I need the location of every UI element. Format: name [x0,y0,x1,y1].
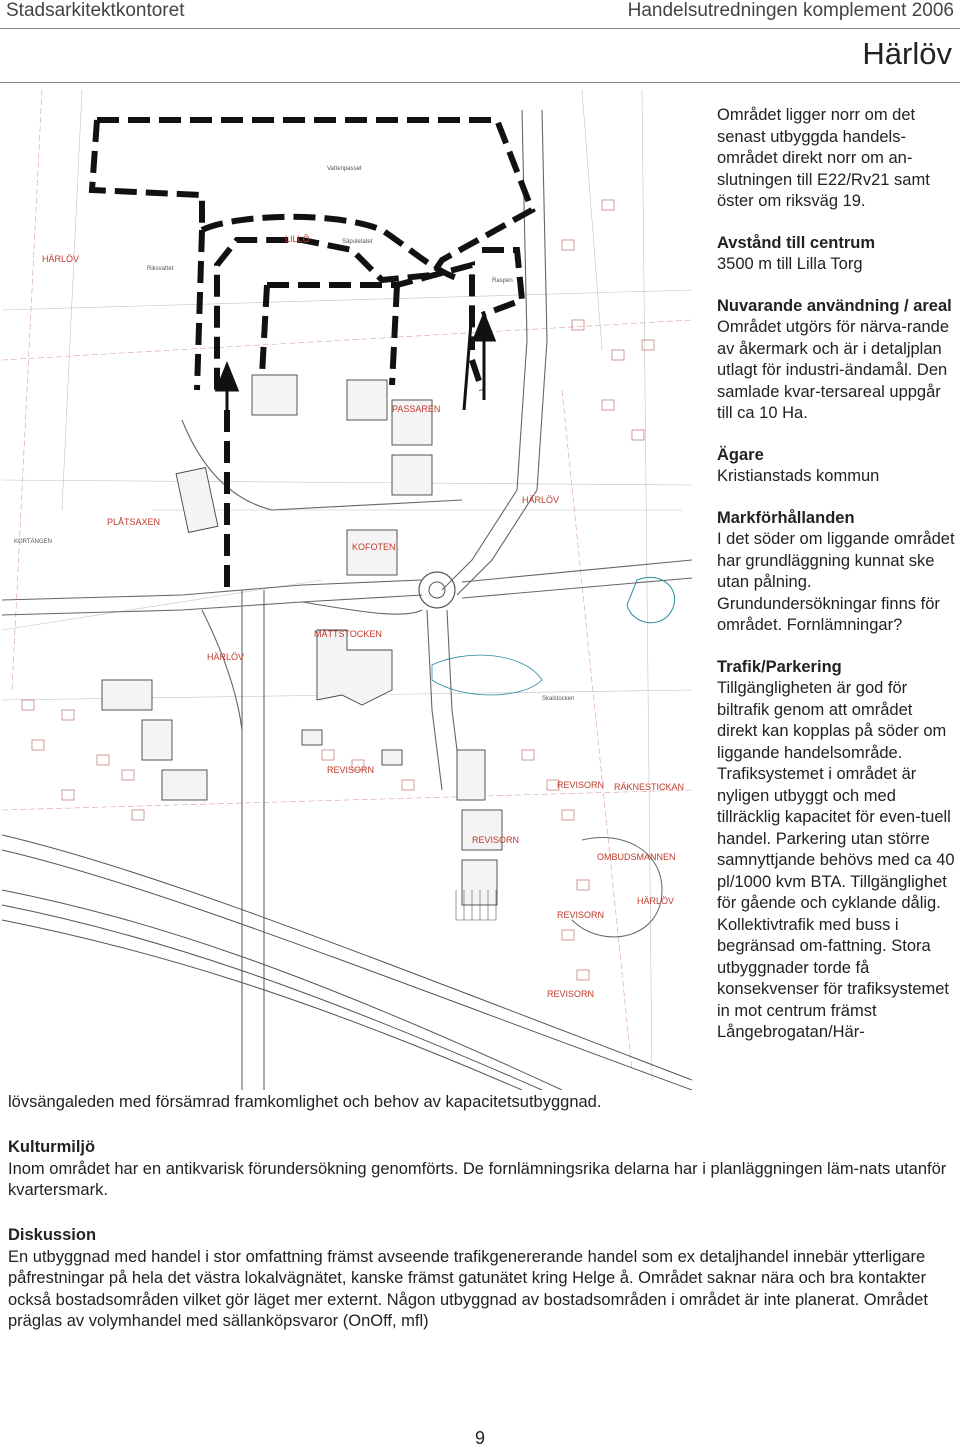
header-report-title: Handelsutredningen komplement 2006 [627,0,954,21]
distance-text: 3500 m till Lilla Torg [717,255,863,273]
map-label-vattenpasset: Vattenpasset [327,166,362,172]
map-label-sapuletatet: Säpuletatet [342,239,373,245]
title-divider [0,82,960,83]
map-label-lillo: LILLÖ [285,234,310,244]
owner-text: Kristianstads kommun [717,467,880,485]
discussion-heading: Diskussion [8,1226,97,1244]
map-label-skalstocken: Skalstocken [542,696,575,702]
roundabout [419,572,455,608]
usage-heading: Nuvarande användning / areal [717,296,952,315]
discussion-section [8,1225,953,1333]
discussion-text: En utbyggnad med handel i stor omfattning främst avseende trafikgenererande handel som ex detaljhandel innebär ytterligare påfrestningar på hela det västra lokalvägnätet, kanske främst gatunätet kring Helge å. Området saknar nära och bra kontakter också bostadsområden vilket gör läget mer externt. Någon utbyggnad av bostadsområden i området är inte planerat. Området präglas av volymhandel med sällanköpsvaror (OnOff, mfl) [8,1247,928,1330]
map-label-raspen: Raspen [492,278,513,284]
map-label-revisorn-4: REVISORN [557,910,605,920]
map-label-kortangen: KORTÄNGEN [14,539,52,545]
header-org: Stadsarkitektkontoret [6,0,185,21]
culture-section [8,1137,953,1202]
header-divider [0,28,960,29]
map-label-raknestickan: RÄKNESTICKAN [614,782,685,792]
intro-text: Området ligger norr om det senast utbyggda handels-området direkt norr om an-slutningen till E22/Rv21 samt öster om riksväg 19. [717,106,930,210]
usage-text: Området utgörs för närva-rande av åkermark och är i detaljplan utlagt för industri-ändamål. Den samlade kvar-tersareal uppgår till ca 10 Ha. [717,318,950,422]
traffic-text-continued: lövsängaleden med försämrad framkomlighet och behov av kapacitetsutbyggnad. [8,1093,602,1111]
map-label-mattstocken: MÅTTSTOCKEN [314,629,382,639]
culture-text: Inom området har en antikvarisk förundersökning genomförts. De fornlämningsrika delarna har i planläggningen läm-nats utanför kvartersmark. [8,1159,947,1199]
page-number: 9 [474,1428,485,1448]
map-label-revisorn-5: REVISORN [547,989,595,999]
traffic-text: Tillgängligheten är god för biltrafik genom att området direkt kan kopplas på söder om liggande handelsområde. Trafiksystemet i området är nyligen utbyggt och med tillräcklig kapacitet för even-tuell handel. Parkering utan större samnyttjande behövs med ca 40 pl/1000 kvm BTA. Tillgänglighet för gående och cyklande dålig. Kollektivtrafik med buss i begränsad om-fattning. Stora utbyggnader torde få konsekvenser för trafiksystemet in mot centrum främst Långebrogatan/Här- [717,679,955,1041]
map-label-passaren: PASSAREN [392,404,441,414]
map-label-kofoten: KOFOTEN [352,542,396,552]
owner-heading: Ägare [717,445,764,464]
map-label-ombudsmannen: OMBUDSMANNEN [597,852,676,862]
ground-text: I det söder om liggande området har grundläggning kunnat ske utan pålning. Grundundersökningar finns för området. Fornlämningar? [717,530,955,634]
map-label-harlov-se: HÄRLÖV [637,896,675,906]
map-label-revisorn-2: REVISORN [472,835,520,845]
distance-heading: Avstånd till centrum [717,233,875,252]
sidebar-text [717,105,957,1064]
map-label-revisorn-3: REVISORN [557,780,605,790]
map-label-harlov-nw: HÄRLÖV [42,254,80,264]
map-label-riksvattet: Riksvattet [147,266,174,272]
culture-heading: Kulturmiljö [8,1138,96,1156]
map-label-harlov-e: HÄRLÖV [522,495,560,505]
ground-heading: Markförhållanden [717,508,855,527]
map-label-harlov-sw: HÄRLÖV [207,652,245,662]
map-label-platsaxen: PLÅTSAXEN [107,517,161,527]
traffic-heading: Trafik/Parkering [717,657,842,676]
map-label-revisorn-1: REVISORN [327,765,375,775]
page-title: Härlöv [862,36,952,71]
site-map [2,90,692,1090]
